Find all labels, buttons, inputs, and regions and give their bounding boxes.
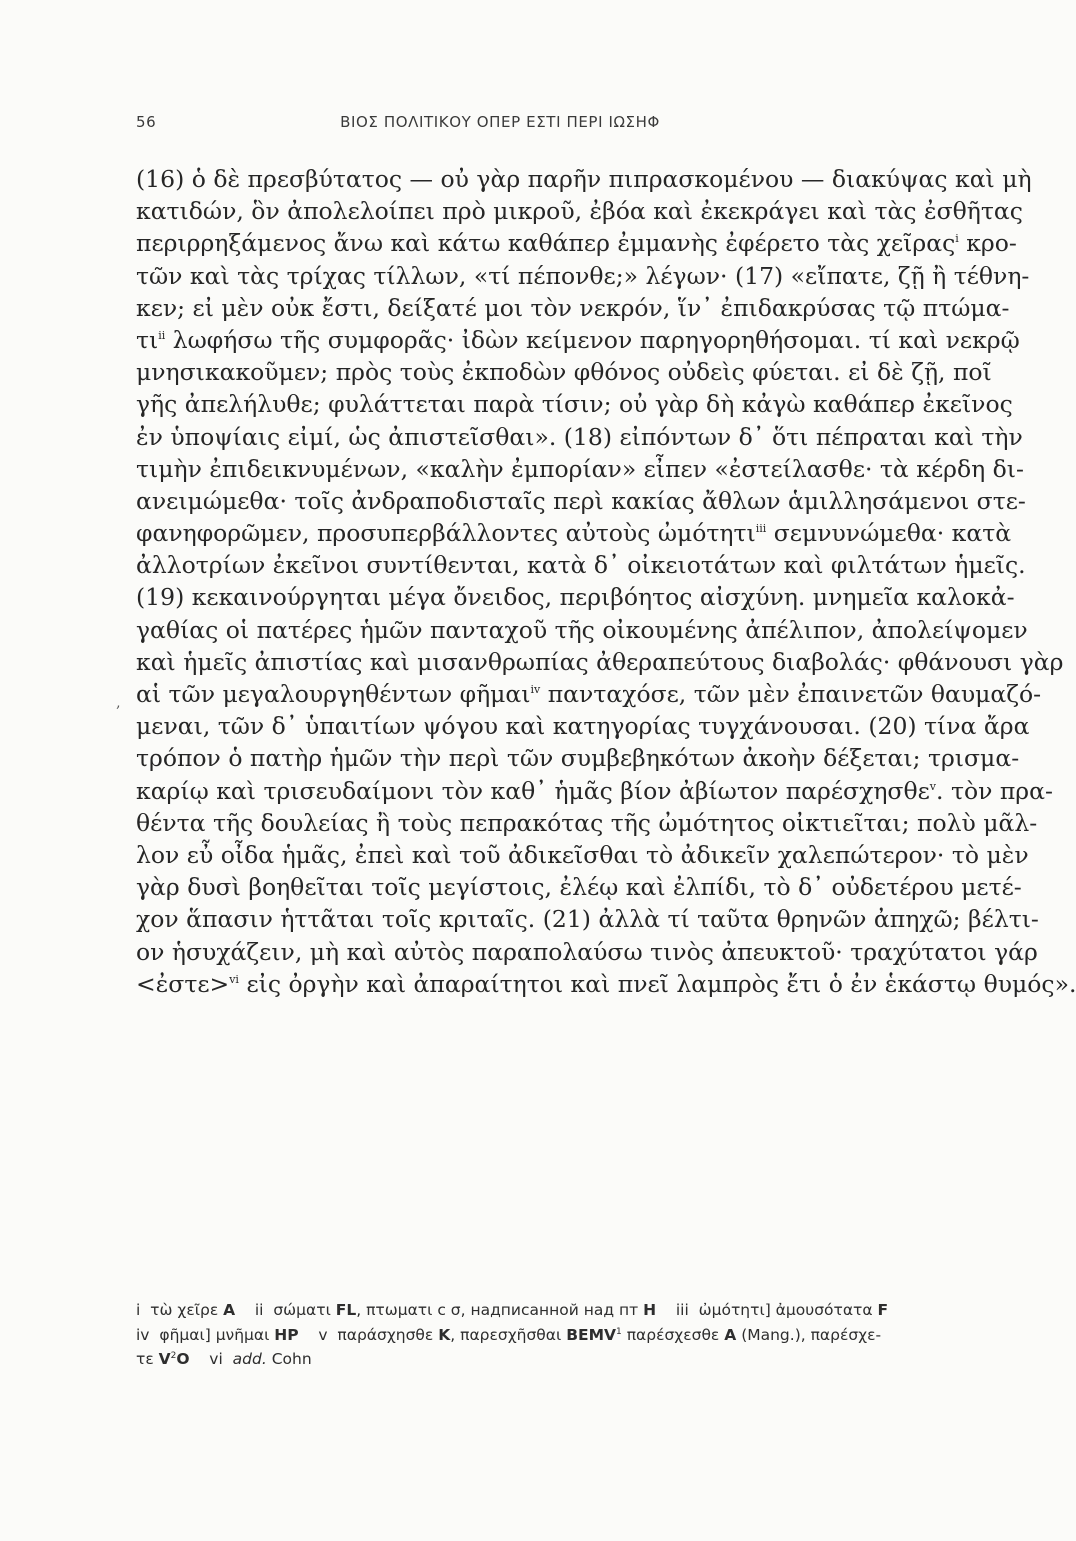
text-segment: εἰς ὀργὴν καὶ ἀπαραίτητοι καὶ πνεῖ λαμπρὸς ἔτι ὁ ἐν ἑκάστῳ θυμός». (246, 969, 1076, 998)
apparatus-line (136, 1323, 912, 1348)
text-line: καὶ ἡμεῖς ἀπιστίας καὶ μισανθρωπίας ἀθεραπεύτους διαβολάς· φθάνουσι γὰρ (136, 647, 1064, 676)
apparatus-reading: σώματι (273, 1301, 331, 1319)
text-segment: πανταχόσε, τῶν μὲν ἐπαινετῶν θαυμαζό- (540, 680, 1042, 708)
text-line (136, 678, 1042, 710)
note-reference: ii (158, 328, 166, 342)
running-head (0, 113, 1000, 137)
text-line (136, 775, 1053, 807)
note-reference: iv (530, 683, 541, 696)
text-line: κατιδών, ὃν ἀπολελοίπει πρὸ μικροῦ, ἐβόα καὶ ἐκεκράγει καὶ τὰς ἐσθῆτας (136, 197, 1023, 226)
apparatus-siglum: O (176, 1350, 190, 1368)
note-reference: vi (229, 972, 239, 986)
text-line (136, 227, 1017, 259)
apparatus-siglum: F (877, 1301, 889, 1319)
text-line: (16) ὁ δὲ πρεσβύτατος — οὐ γὰρ παρῆν πιπρασκομένου — διακύψας καὶ μὴ (136, 165, 1032, 193)
note-reference: i (955, 232, 959, 246)
apparatus-siglum-index: 1 (616, 1326, 622, 1337)
text-segment: κρο- (958, 229, 1017, 258)
apparatus-note-number: ii (254, 1301, 264, 1319)
apparatus-siglum: V (158, 1350, 171, 1368)
apparatus-note-number: i (136, 1301, 141, 1319)
page-number: 56 (136, 113, 157, 131)
apparatus-note-number: iv (136, 1325, 150, 1344)
text-line: λον εὖ οἶδα ἡμᾶς, ἐπεὶ καὶ τοῦ ἀδικεῖσθαι τὸ ἀδικεῖν χαλεπώτερον· τὸ μὲν (136, 840, 1029, 869)
apparatus-note-number: vi (209, 1350, 223, 1368)
apparatus-reading: Cohn (271, 1350, 312, 1368)
apparatus-reading: , πτωματι с σ, надписанной над пт (356, 1301, 639, 1319)
text-line: μνησικακοῦμεν; πρὸς τοὺς ἐκποδὼν φθόνος οὐδεὶς φύεται. εἰ δὲ ζῇ, ποῖ (136, 358, 992, 387)
apparatus-line (136, 1347, 912, 1372)
text-segment: αἱ τῶν μεγαλουργηθέντων φῆμαι (136, 680, 531, 708)
apparatus-reading: φῆμαι] μνῆμαι (159, 1325, 270, 1344)
text-line: τιμὴν ἐπιδεικνυμένων, «καλὴν ἐμπορίαν» εἶπεν «ἐστείλασθε· τὰ κέρδη δι- (136, 454, 1024, 483)
note-reference: iii (755, 522, 767, 536)
text-line: γαθίας οἱ πατέρες ἡμῶν πανταχοῦ τῆς οἰκουμένης ἀπέλιπον, ἀπολείψομεν (136, 615, 1028, 644)
apparatus-note-number: v (318, 1325, 328, 1344)
apparatus-siglum: H (643, 1301, 657, 1319)
apparatus-reading: ὠμότητι] ἀμουσότατα (698, 1301, 873, 1319)
text-segment: σεμνυνώμεθα· κατὰ (766, 519, 1012, 548)
text-segment: περιρρηξάμενος ἄνω καὶ κάτω καθάπερ ἐμμανὴς ἐφέρετο τὰς χεῖρας (136, 229, 956, 258)
apparatus-reading: παρέσχεσθε (626, 1325, 720, 1344)
text-segment: . τὸν πρα- (936, 776, 1053, 805)
text-line: θέντα τῆς δουλείας ἢ τοὺς πεπρακότας τῆς ὠμότητος οἰκτιεῖται; πολὺ μᾶλ- (136, 808, 1038, 837)
text-line (136, 968, 1076, 1000)
text-segment: τι (136, 325, 159, 354)
text-segment: καρίῳ καὶ τρισευδαίμονι τὸν καθ᾽ ἡμᾶς βίον ἀβίωτον παρέσχησθε (136, 776, 930, 805)
apparatus-reading: παράσχησθε (337, 1325, 434, 1344)
text-line: κεν; εἰ μὲν οὐκ ἔστι, δείξατέ μοι τὸν νεκρόν, ἵν᾽ ἐπιδακρύσας τῷ πτώμα- (136, 293, 1010, 322)
text-line: γῆς ἀπελήλυθε; φυλάττεται παρὰ τίσιν; οὐ γὰρ δὴ κἀγὼ καθάπερ ἐκεῖνος (136, 390, 1013, 419)
text-line: ἐν ὑποψίαις εἰμί, ὡς ἀπιστεῖσθαι». (18) εἰπόντων δ᾽ ὅτι πέπραται καὶ τὴν (136, 422, 1023, 451)
text-line (136, 517, 1012, 549)
text-line: μεναι, τῶν δ᾽ ὑπαιτίων ψόγου καὶ κατηγορίας τυγχάνουσαι. (20) τίνα ἄρα (136, 712, 1030, 741)
text-line: τρόπον ὁ πατὴρ ἡμῶν τὴν περὶ τῶν συμβεβηκότων ἀκοὴν δέξεται; τρισμα- (136, 744, 1020, 773)
text-line: ον ἡσυχάζειν, μὴ καὶ αὐτὸς παραπολαύσω τινὸς ἀπευκτοῦ· τραχύτατοι γάρ (136, 937, 1038, 966)
running-title: ΒΙΟΣ ΠΟΛΙΤΙΚΟΥ ΟΠΕΡ ΕΣΤΙ ΠΕΡΙ ΙΩΣΗΦ (340, 113, 660, 131)
text-segment: λωφήσω τῆς συμφορᾶς· ἰδὼν κείμενον παρηγορηθήσομαι. τί καὶ νεκρῷ (165, 325, 1020, 354)
apparatus-reading: , παρεσχῆσθαι (450, 1325, 562, 1344)
text-line: χον ἅπασιν ἡττᾶται τοῖς κριταῖς. (21) ἀλλὰ τί ταῦτα θρηνῶν ἀπηχῶ; βέλτι- (136, 905, 1039, 934)
critical-apparatus (136, 1298, 912, 1372)
apparatus-siglum: A (223, 1301, 236, 1319)
apparatus-siglum: HP (274, 1325, 299, 1344)
apparatus-reading: add. (232, 1350, 267, 1368)
apparatus-reading: τε (136, 1350, 154, 1368)
text-segment: <ἐστε> (136, 969, 230, 998)
apparatus-siglum: FL (335, 1301, 357, 1319)
margin-mark: ‚ (116, 695, 121, 711)
text-line: τῶν καὶ τὰς τρίχας τίλλων, «τί πέπονθε;» λέγων· (17) «εἴπατε, ζῇ ἢ τέθνη- (136, 261, 1030, 290)
text-line (136, 324, 1020, 356)
apparatus-siglum: A (724, 1325, 737, 1344)
text-segment: φανηφορῶμεν, προσυπερβάλλοντες αὐτοὺς ὠμότητι (136, 519, 756, 548)
text-line: ἀλλοτρίων ἐκεῖνοι συντίθενται, κατὰ δ᾽ οἰκειοτάτων καὶ φιλτάτων ἡμεῖς. (136, 551, 1026, 580)
apparatus-note-number: iii (675, 1301, 689, 1319)
apparatus-line (136, 1298, 912, 1323)
text-line: ανειμώμεθα· τοῖς ἀνδραποδισταῖς περὶ κακίας ἄθλων ἁμιλλησάμενοι στε- (136, 486, 1026, 515)
apparatus-reading: (Mang.), παρέσχε- (741, 1325, 882, 1344)
text-line: γὰρ δυσὶ βοηθεῖται τοῖς μεγίστοις, ἐλέῳ καὶ ἐλπίδι, τὸ δ᾽ οὐδετέρου μετέ- (136, 873, 1022, 902)
text-line: (19) κεκαινούργηται μέγα ὄνειδος, περιβόητος αἰσχύνη. μνημεῖα καλοκἀ- (136, 583, 1015, 612)
main-text (136, 163, 1076, 1000)
note-reference: v (929, 779, 936, 793)
apparatus-siglum: K (438, 1325, 451, 1344)
apparatus-siglum: BEMV (566, 1325, 617, 1344)
apparatus-reading: τὼ χεῖρε (150, 1301, 219, 1319)
apparatus-siglum-index: 2 (170, 1351, 177, 1361)
